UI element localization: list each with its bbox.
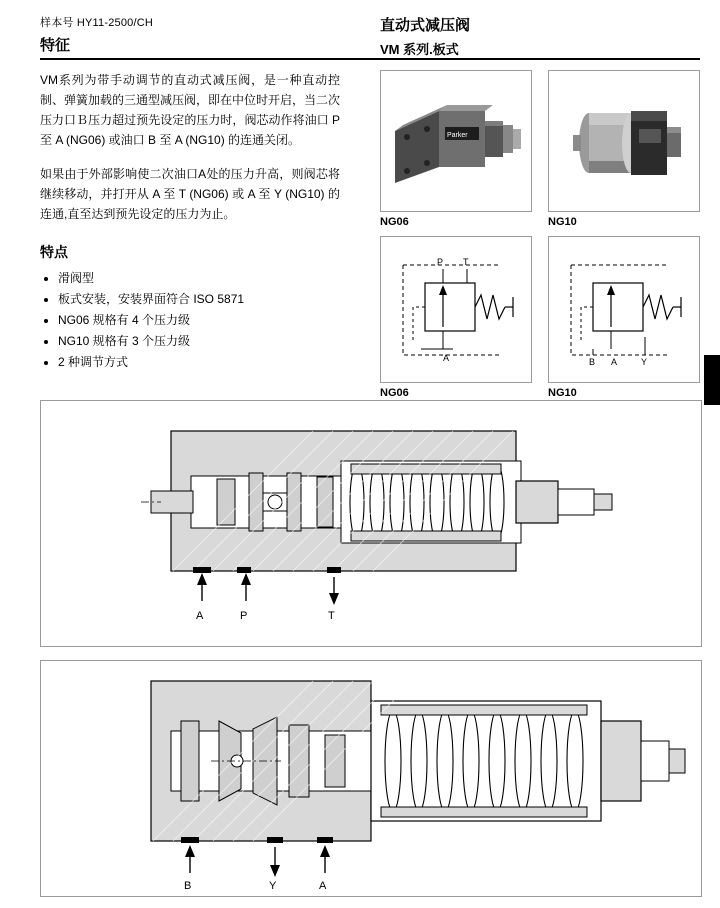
page-subtitle: VM 系列.板式 — [380, 42, 459, 57]
port-label-p: P — [240, 610, 248, 622]
port-label-t: T — [328, 610, 335, 622]
header-left — [40, 14, 340, 55]
features-list — [40, 268, 340, 373]
port-label-y: Y — [269, 880, 277, 892]
list-item: • NG06 规格有 4 个压力级 — [58, 310, 340, 331]
header-divider — [40, 58, 700, 60]
symbol-ng10 — [548, 236, 700, 383]
document-number: 样本号 HY11-2500/CH — [40, 17, 154, 29]
photo-ng10 — [548, 70, 700, 212]
symbol-port-p: P — [437, 257, 444, 267]
symbol-ng10-caption: NG10 — [548, 387, 577, 399]
list-item: • 2 种调节方式 — [58, 352, 340, 373]
page-title: 直动式减压阀 — [380, 17, 471, 34]
symbol-ng06-caption: NG06 — [380, 387, 409, 399]
photo-ng06 — [380, 70, 532, 212]
paragraph-1: VM系列为带手动调节的直动式减压阀，是一种直动控制、弹簧加载的三通型减压阀，即在中位时开启，当二次压力口Ｂ压力超过预先设定的压力时，阀芯动作将油口 P 至 A (NG06) 或油口 B 至 A (NG10) 的连通关闭。 — [40, 73, 341, 147]
port-label-a: A — [319, 880, 327, 892]
paragraph-2: 如果由于外部影响使二次油口A处的压力升高，则阀芯将继续移动，并打开从 A 至 T (NG06) 或 A 至 Y (NG10) 的连通,直至达到预先设定的压力为止。 — [40, 167, 340, 221]
list-item: • NG10 规格有 3 个压力级 — [58, 331, 340, 352]
symbol-port-b: B — [589, 357, 596, 367]
photo-ng06-caption: NG06 — [380, 216, 409, 228]
header-right — [380, 14, 680, 58]
symbol-port-a: A — [443, 353, 450, 363]
page-edge-tab — [704, 355, 720, 405]
list-item: • 板式安装，安装界面符合 ISO 5871 — [58, 289, 340, 310]
port-label-a: A — [196, 610, 204, 622]
symbol-port-t: T — [463, 257, 469, 267]
section-ng10 — [40, 660, 702, 897]
symbol-port-a: A — [611, 357, 618, 367]
list-item: • 滑阀型 — [58, 268, 340, 289]
symbol-port-y: Y — [641, 357, 648, 367]
symbol-ng06 — [380, 236, 532, 383]
port-label-b: B — [184, 880, 192, 892]
photo-ng10-caption: NG10 — [548, 216, 577, 228]
text-column — [40, 70, 340, 373]
section-ng06 — [40, 400, 702, 647]
features-heading: 特点 — [40, 244, 68, 260]
svg-text:Parker: Parker — [447, 132, 468, 139]
section-title: 特征 — [40, 37, 71, 54]
